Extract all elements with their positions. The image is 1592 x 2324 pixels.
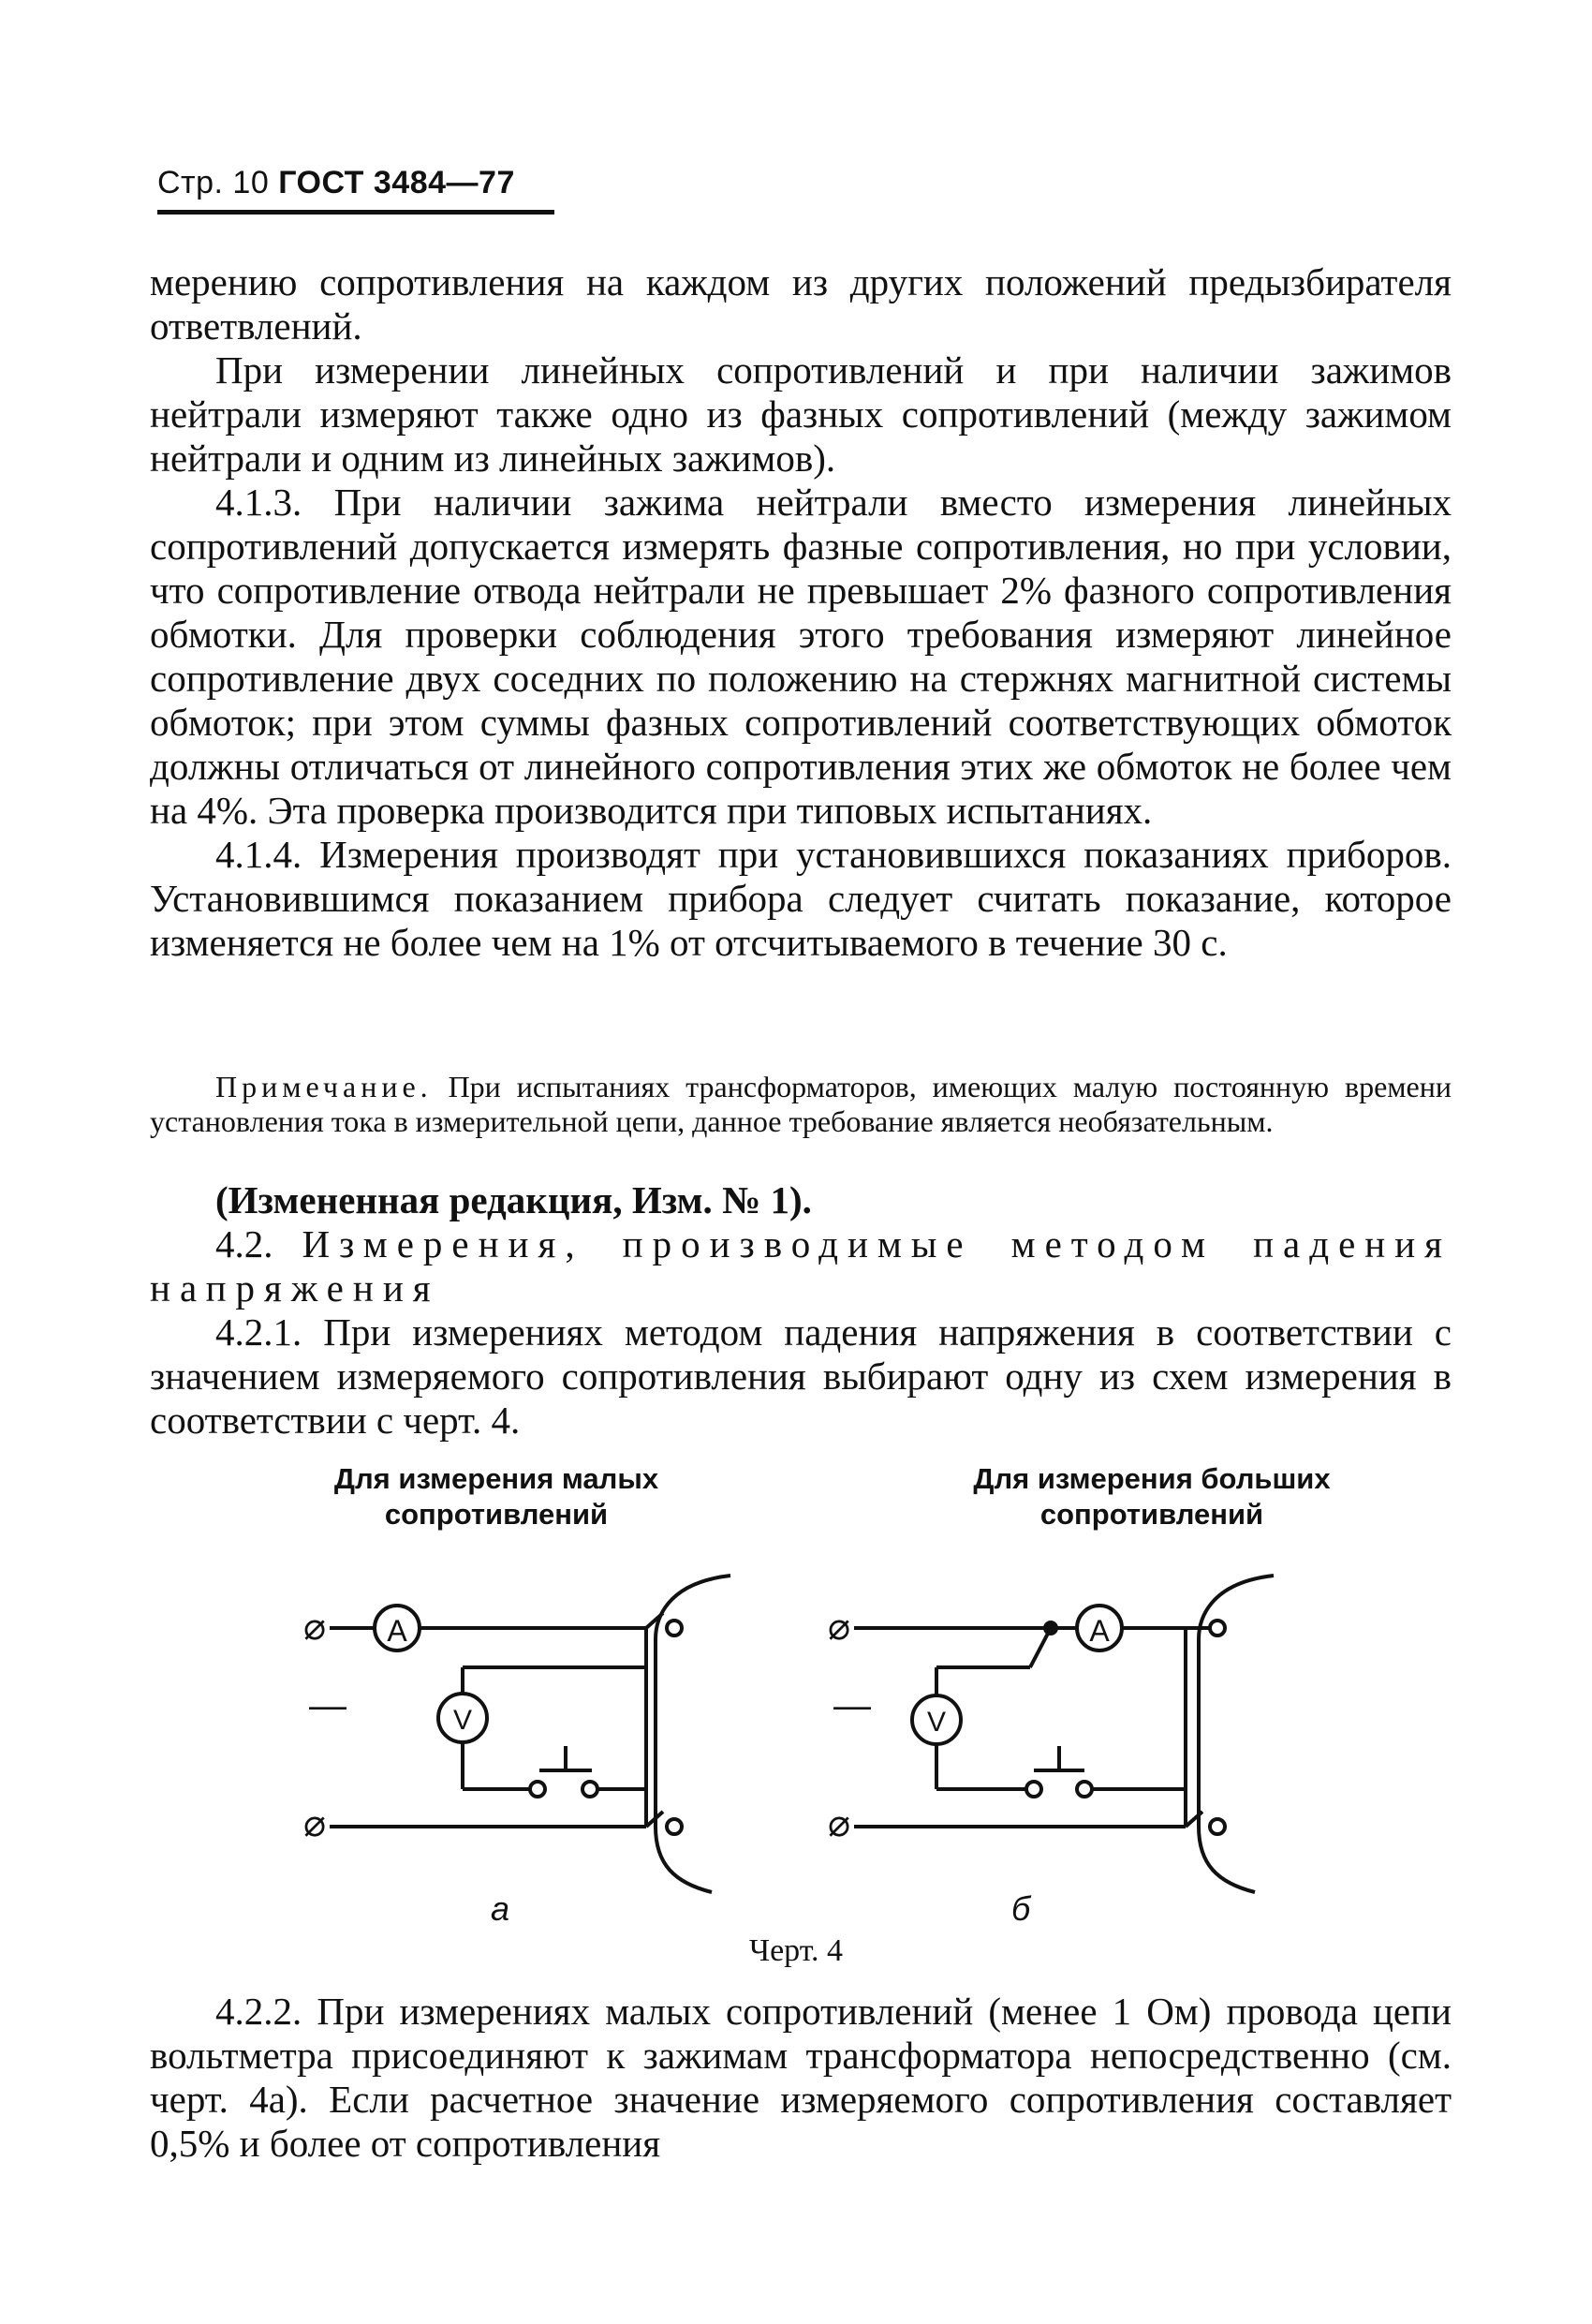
- figure-caption: Черт. 4: [748, 1933, 844, 1968]
- paragraph-4-1-3: 4.1.3. При наличии зажима нейтрали вместо измерения линейных сопротивлений допускается измерять фазные сопротивления, но при условии, что сопротивление отвода нейтрали не превышает 2% фазного сопротивления обмотки. Для проверки соблюдения этого требования измеряют линейное сопротивление двух соседних по положению на стержнях магнитной системы обмоток; при этом суммы фазных сопротивлений соответствующих обмоток должны отличаться от линейного сопротивления этих же обмоток не более чем на 4%. Эта проверка производится при типовых испытаниях.: [150, 481, 1452, 832]
- wire: [1030, 1628, 1051, 1667]
- page-number: Стр. 10: [157, 165, 270, 200]
- paragraph-4-2-1: 4.2.1. При измерениях методом падения напряжения в соответствии с значением измеряемого сопротивления выбирают одну из схем измерения в соответствии с черт. 4.: [150, 1310, 1452, 1442]
- paragraph-linear-resistance: При измерении линейных сопротивлений и при наличии зажимов нейтрали измеряют также одно из фазных сопротивлений (между зажимом нейтрали и одним из линейных зажимов).: [150, 348, 1452, 480]
- circuit-diagram-b: [805, 1555, 1292, 1930]
- section-title: Измерения, производимые методом падения напряжения: [150, 1222, 1452, 1310]
- transformer-terminal-icon: [667, 1621, 682, 1636]
- diagram-a-caption: [290, 1461, 702, 1532]
- body-text-bottom: [150, 1990, 1452, 2166]
- header-rule: [157, 210, 554, 215]
- diagram-a-caption-line1: Для измерения малых: [333, 1462, 659, 1495]
- switch-contact-icon: [582, 1782, 597, 1797]
- paragraph-continuation: мерению сопротивления на каждом из других положений предызбирателя ответвлений.: [150, 260, 1452, 348]
- voltmeter-label: V: [926, 1707, 947, 1738]
- circuit-diagram-a: [281, 1555, 730, 1930]
- diagram-a-caption-line2: сопротивлений: [384, 1498, 609, 1531]
- ammeter-label: A: [1089, 1614, 1110, 1648]
- body-text-top: [150, 260, 1452, 965]
- terminal-plus-b-bottom: ⌀: [828, 1803, 851, 1844]
- voltmeter-label: V: [452, 1705, 473, 1736]
- transformer-terminal-icon: [1210, 1819, 1225, 1834]
- section-number: 4.2.: [215, 1222, 273, 1266]
- transformer-terminal-icon: [1210, 1621, 1225, 1636]
- note-label: Примечание.: [215, 1070, 433, 1103]
- diagram-b-label: б: [1011, 1889, 1031, 1928]
- diagram-b-caption: [936, 1461, 1367, 1532]
- terminal-plus-b: ⌀: [828, 1606, 851, 1648]
- minus-sign: —: [309, 1685, 346, 1726]
- switch-contact-icon: [1026, 1782, 1041, 1797]
- note-text: При испытаниях трансформаторов, имеющих малую постоянную времени установления тока в измерительной цепи, данное требование является необязательным.: [150, 1070, 1452, 1138]
- diagram-a-label: а: [491, 1889, 510, 1928]
- terminal-plus-a-bottom: ⌀: [303, 1803, 327, 1844]
- switch-contact-icon: [1077, 1782, 1092, 1797]
- section-4-2-heading: [150, 1222, 1452, 1310]
- transformer-terminal-icon: [667, 1819, 682, 1834]
- diagram-b-caption-line2: сопротивлений: [1039, 1498, 1264, 1531]
- minus-sign: —: [833, 1685, 871, 1726]
- terminal-plus-a: ⌀: [303, 1606, 327, 1648]
- ammeter-label: A: [387, 1614, 407, 1648]
- standard-number: ГОСТ 3484—77: [278, 165, 515, 200]
- paragraph-4-2-2: 4.2.2. При измерениях малых сопротивлений (менее 1 Ом) провода цепи вольтметра присоединяют к зажимам трансформатора непосредственно (см. черт. 4а). Если расчетное значение измеряемого сопротивления составляет 0,5% и более от сопротивления: [150, 1990, 1452, 2165]
- diagram-b-caption-line1: Для измерения больших: [973, 1462, 1331, 1495]
- page-header: [157, 165, 515, 201]
- paragraph-4-1-4: 4.1.4. Измерения производят при установившихся показаниях приборов. Установившимся показанием прибора следует считать показание, которое изменяется не более чем на 1% от отсчитываемого в течение 30 с.: [150, 833, 1452, 964]
- switch-contact-icon: [530, 1782, 545, 1797]
- body-text-middle: [150, 1178, 1452, 1443]
- note-block: [150, 1070, 1452, 1139]
- amendment-note: (Измененная редакция, Изм. № 1).: [215, 1178, 812, 1221]
